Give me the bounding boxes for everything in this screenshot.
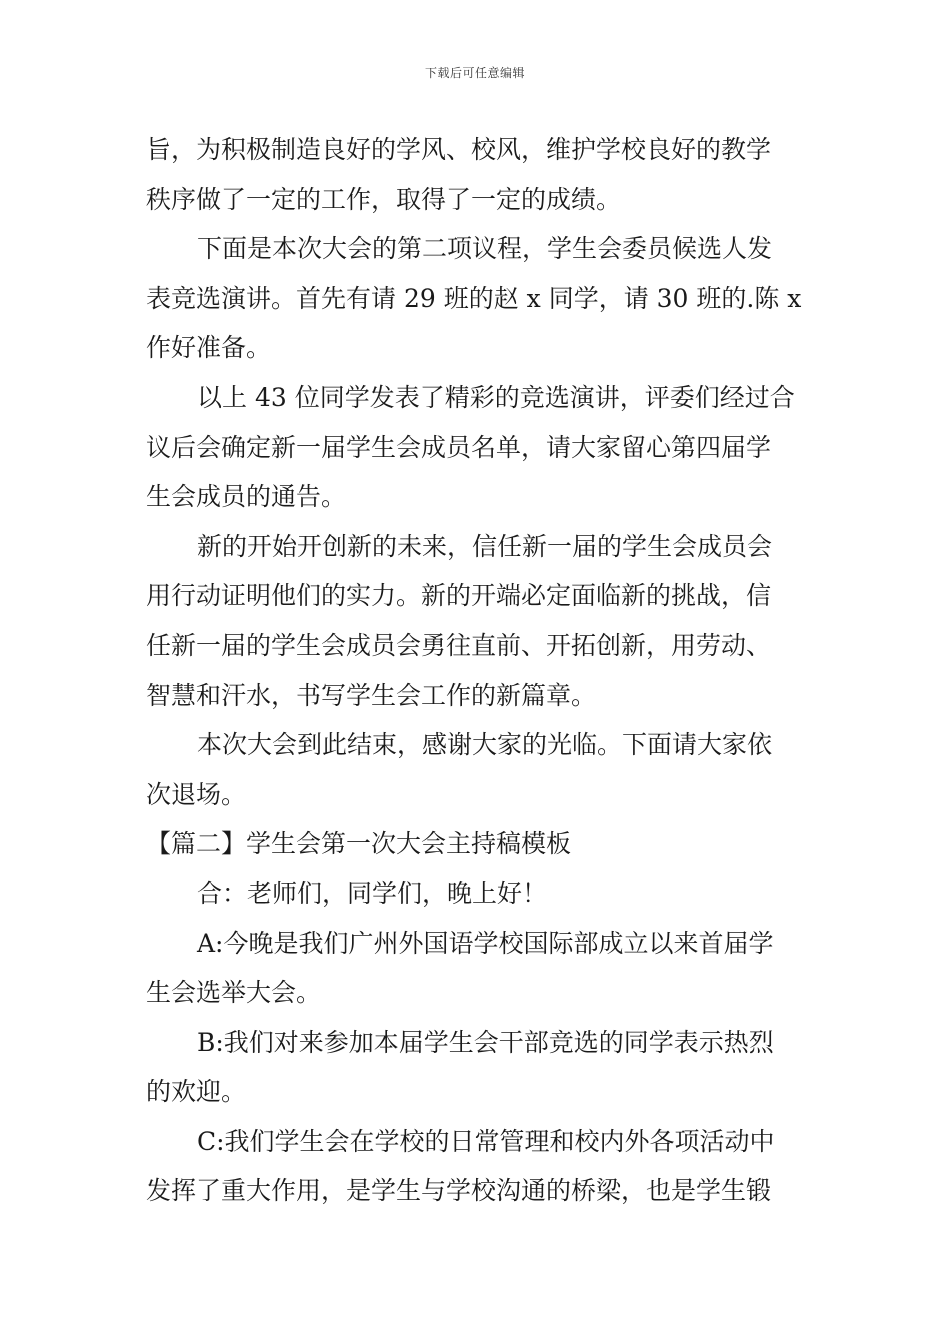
text-line: 旨，为积极制造良好的学风、校风，维护学校良好的教学 (146, 135, 772, 164)
text-line: 本次大会到此结束，感谢大家的光临。下面请大家依 (197, 730, 773, 760)
text-line: 次退场。 (146, 779, 247, 809)
text-line: 任新一届的学生会成员会勇往直前、开拓创新，用劳动、 (146, 630, 772, 660)
section-heading: 【篇二】学生会第一次大会主持稿模板 (146, 829, 572, 859)
text-line: C:我们学生会在学校的日常管理和校内外各项活动中 (197, 1126, 775, 1156)
text-line: 合：老师们，同学们，晚上好！ (197, 878, 548, 908)
text-line: 议后会确定新一届学生会成员名单，请大家留心第四届学 (146, 432, 772, 462)
text-line: 以上 43 位同学发表了精彩的竞选演讲，评委们经过合 (197, 382, 795, 412)
text-line: B:我们对来参加本届学生会干部竞选的同学表示热烈 (197, 1027, 774, 1057)
text-line: 生会成员的通告。 (146, 482, 347, 512)
text-line: 秩序做了一定的工作，取得了一定的成绩。 (146, 184, 622, 214)
text-line: 的欢迎。 (146, 1077, 247, 1107)
page-header: 下载后可任意编辑 (424, 66, 525, 80)
text-line: 生会选举大会。 (146, 978, 322, 1008)
text-line: 作好准备。 (146, 333, 272, 363)
text-line: 表竞选演讲。首先有请 29 班的赵 x 同学，请 30 班的.陈 x (146, 283, 802, 313)
text-line: 用行动证明他们的实力。新的开端必定面临新的挑战，信 (146, 581, 772, 611)
text-line: A:今晚是我们广州外国语学校国际部成立以来首届学 (197, 928, 774, 958)
text-line: 新的开始开创新的未来，信任新一届的学生会成员会 (197, 531, 773, 561)
document-body (146, 125, 806, 1216)
text-line: 下面是本次大会的第二项议程，学生会委员候选人发 (197, 234, 773, 264)
text-line: 智慧和汗水，书写学生会工作的新篇章。 (146, 680, 597, 710)
text-line: 发挥了重大作用，是学生与学校沟通的桥梁，也是学生锻 (146, 1176, 772, 1206)
